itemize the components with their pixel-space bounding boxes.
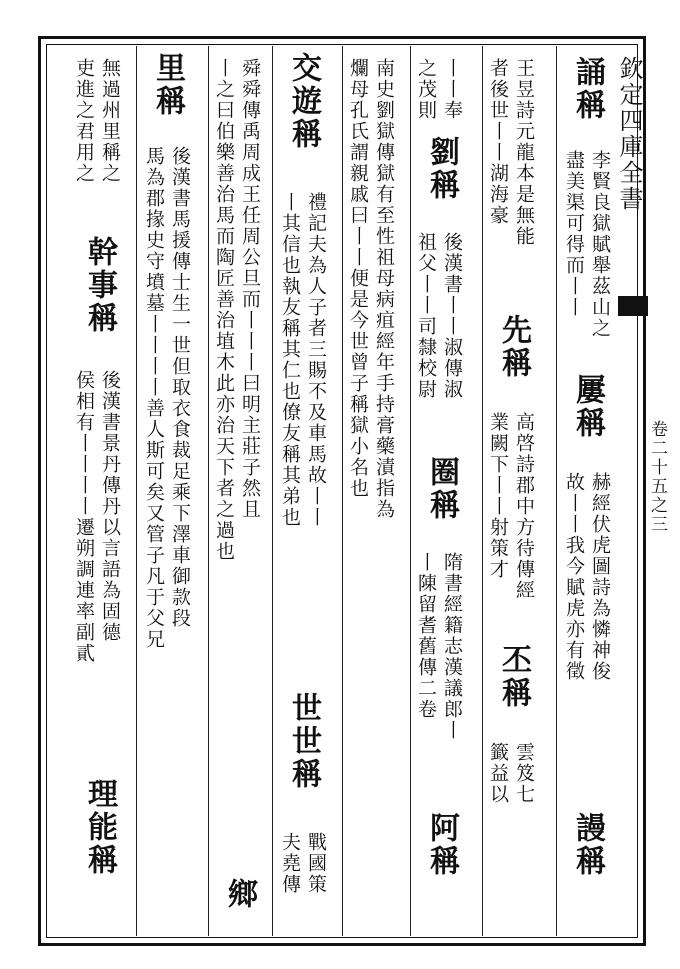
- commentary-left: 祖父丨丨司隸校尉: [415, 232, 437, 400]
- book-title: [614, 56, 644, 336]
- column-divider: [482, 46, 483, 936]
- commentary-left: 丨陳留耆舊傳二卷: [415, 552, 437, 720]
- commentary-left: 丨之曰伯樂善治馬而陶匠善治埴木此亦治天下者之過也: [213, 58, 235, 562]
- commentary-right: 無過州里稱之: [99, 58, 121, 184]
- commentary-left: 吏進之君用之: [73, 58, 95, 184]
- commentary-left: 業闕下丨丨射策才: [487, 412, 509, 580]
- commentary-left: 者後世丨丨湖海豪: [487, 58, 509, 226]
- entry-heading: 理能稱: [82, 778, 117, 877]
- column-divider: [136, 46, 137, 936]
- text-column-8: [66, 52, 132, 932]
- column-divider: [208, 46, 209, 936]
- commentary-right: 赫經伏虎圖詩為憐神俊: [589, 472, 611, 682]
- commentary-left: 侯相有丨丨丨丨遷朔調連率副貳: [73, 370, 95, 664]
- commentary-right: 李賢良獄賦舉茲山之: [589, 150, 611, 339]
- entry-heading: 阿稱: [424, 812, 459, 878]
- entry-heading: 誦稱: [570, 56, 605, 122]
- commentary-right: 舜舜傳禹周成王任周公旦而丨丨丨曰明主莊子然且: [239, 58, 261, 520]
- commentary-left: 籤益以: [487, 742, 509, 805]
- commentary-left: 夫堯傳: [279, 832, 301, 895]
- column-divider: [342, 46, 343, 936]
- commentary-right: 禮記夫為人子者三賜不及車馬故丨丨: [305, 192, 327, 528]
- entry-heading: 屢稱: [570, 374, 605, 440]
- chapter-label-text: 卷二十五之三: [647, 420, 667, 534]
- commentary-left: 之茂則: [415, 58, 437, 121]
- column-divider: [272, 46, 273, 936]
- chapter-label: [646, 420, 676, 534]
- commentary-right: 後漢書丨丨淑傳淑: [441, 232, 463, 400]
- entry-heading: 鄉: [222, 878, 257, 911]
- commentary-left: 故丨丨我今賦虎亦有徵: [563, 472, 585, 682]
- commentary-right: 高啓詩郡中方待傳經: [513, 412, 535, 601]
- entry-heading: 幹事稱: [82, 236, 117, 335]
- entry-heading: 謾稱: [570, 812, 605, 878]
- text-column-4: [346, 52, 396, 932]
- entry-heading: 劉稱: [424, 136, 459, 202]
- entry-heading: 圈稱: [424, 456, 459, 522]
- commentary-right: 戰國策: [305, 832, 327, 895]
- commentary-right: 隋書經籍志漢議郎丨: [441, 552, 463, 741]
- entry-heading: 先稱: [496, 314, 531, 380]
- commentary-right: 後漢書馬援傳士生一世但取衣食裁足乘下澤車御款段: [169, 146, 191, 629]
- book-title-text: 欽定四庫全書: [615, 56, 643, 212]
- commentary-right: 王昱詩元龍本是無能: [513, 58, 535, 247]
- commentary-right: 後漢書景丹傳丹以言語為固德: [99, 370, 121, 643]
- entry-heading: 丕稱: [496, 644, 531, 710]
- text-column-3: [414, 52, 464, 932]
- text-column-5: [276, 52, 326, 932]
- entry-heading: 里稱: [150, 52, 185, 118]
- column-divider: [410, 46, 411, 936]
- commentary-right: 南史劉獄傳獄有至性祖母病疽經年手持膏藥漬指為: [373, 58, 395, 520]
- commentary-left: 丨其信也執友稱其仁也僚友稱其弟也: [279, 192, 301, 528]
- commentary-left: 爛母孔氏謂親戚曰丨丨便是今世曾子稱獄小名也: [347, 58, 369, 499]
- column-divider: [556, 46, 557, 936]
- fish-tail-mark: [618, 296, 648, 316]
- text-column-1: [560, 52, 612, 932]
- commentary-left: 馬為郡掾史守墳墓丨丨丨丨善人斯可矣又管子凡于父兄: [143, 146, 165, 650]
- text-column-7: [140, 52, 190, 932]
- entry-heading: 世世稱: [286, 692, 321, 791]
- text-column-6: [212, 52, 262, 932]
- entry-heading: 交遊稱: [286, 52, 321, 151]
- commentary-right: 雲笈七: [513, 742, 535, 805]
- commentary-right: 丨丨奉: [441, 58, 463, 121]
- commentary-left: 盡美渠可得而丨丨: [563, 150, 585, 318]
- text-column-2: [486, 52, 536, 932]
